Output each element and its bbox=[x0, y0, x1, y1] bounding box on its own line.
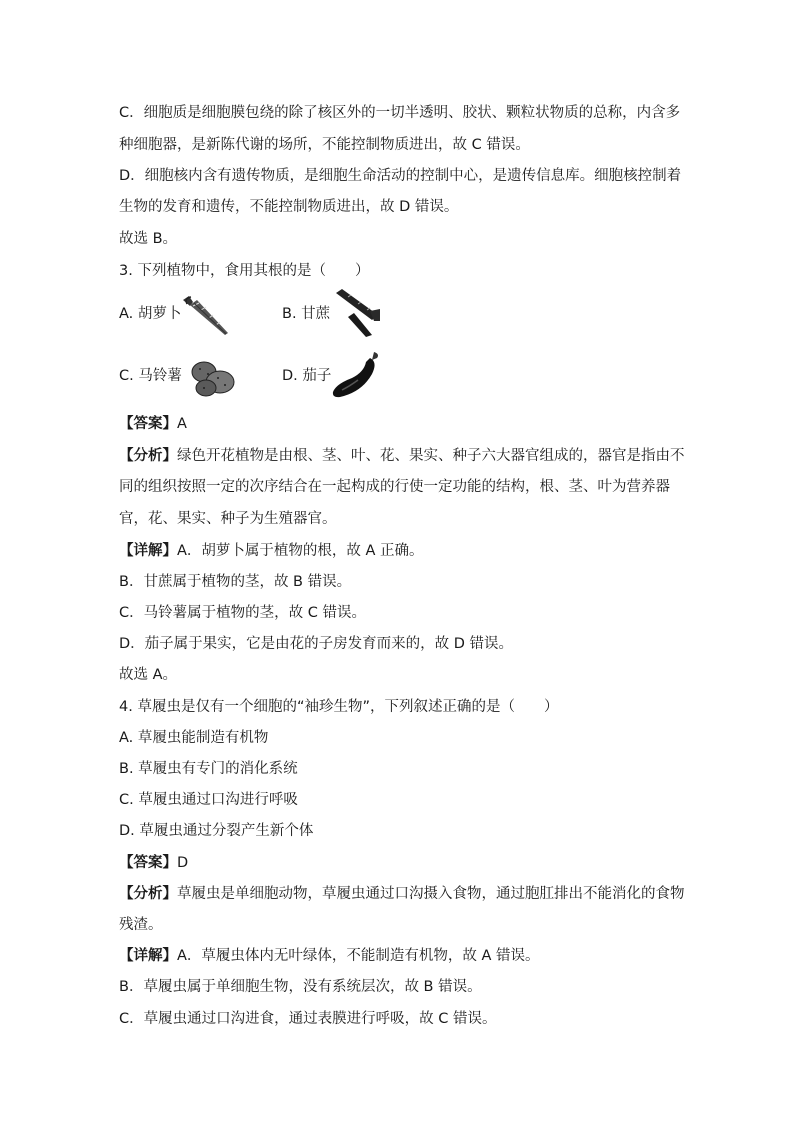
text-line: 种细胞器，是新陈代谢的场所，不能控制物质进出，故 C 错误。 bbox=[119, 137, 530, 153]
answer-tag: 【答案】 bbox=[119, 416, 177, 432]
option-a bbox=[119, 290, 269, 340]
text-line: 故选 B。 bbox=[119, 231, 178, 247]
analysis-text: 草履虫是单细胞动物，草履虫通过口沟摄入食物，通过胞肛排出不能消化的食物 bbox=[177, 886, 685, 902]
detail-line bbox=[119, 946, 540, 966]
option-c bbox=[119, 352, 269, 402]
option-b: B. 草履虫有专门的消化系统 bbox=[119, 761, 298, 777]
text-line: C．细胞质是细胞膜包绕的除了核区外的一切半透明、胶状、颗粒状物质的总称，内含多 bbox=[119, 105, 681, 121]
option-label: A. 胡萝卜 bbox=[119, 306, 182, 322]
option-label: B. 甘蔗 bbox=[282, 306, 331, 322]
text-line: 生物的发育和遗传，不能控制物质进出，故 D 错误。 bbox=[119, 199, 459, 215]
analysis-text: 绿色开花植物是由根、茎、叶、花、果实、种子六大器官组成的，器官是指由不 bbox=[177, 448, 685, 464]
answer-line bbox=[119, 853, 188, 873]
detail-tag: 【详解】 bbox=[119, 543, 177, 559]
answer-value: D bbox=[177, 855, 189, 871]
option-label: D. 茄子 bbox=[282, 368, 332, 384]
text-line: B．草履虫属于单细胞生物，没有系统层次，故 B 错误。 bbox=[119, 979, 482, 995]
sugarcane-icon bbox=[334, 287, 384, 339]
text-line: 故选 A。 bbox=[119, 667, 178, 683]
option-label: C. 马铃薯 bbox=[119, 368, 182, 384]
option-row bbox=[119, 290, 459, 340]
answer-line bbox=[119, 414, 187, 434]
text-line: D．茄子属于果实，它是由花的子房发育而来的，故 D 错误。 bbox=[119, 636, 514, 652]
detail-line bbox=[119, 541, 424, 561]
option-row bbox=[119, 352, 459, 402]
text-line: B．甘蔗属于植物的茎，故 B 错误。 bbox=[119, 574, 352, 590]
answer-value: A bbox=[177, 416, 187, 432]
text-line: C．马铃薯属于植物的茎，故 C 错误。 bbox=[119, 605, 366, 621]
analysis-line bbox=[119, 884, 685, 904]
eggplant-icon bbox=[330, 350, 384, 400]
text-line: 同的组织按照一定的次序结合在一起构成的行使一定功能的结构，根、茎、叶为营养器 bbox=[119, 479, 670, 495]
analysis-tag: 【分析】 bbox=[119, 886, 177, 902]
potato-icon bbox=[190, 358, 236, 398]
text-line: C．草履虫通过口沟进食，通过表膜进行呼吸，故 C 错误。 bbox=[119, 1011, 497, 1027]
question-stem: 4. 草履虫是仅有一个细胞的“袖珍生物”，下列叙述正确的是（ ） bbox=[119, 699, 559, 715]
carrot-icon bbox=[181, 294, 231, 336]
option-d bbox=[282, 352, 402, 402]
analysis-line bbox=[119, 446, 685, 466]
text-line: D．细胞核内含有遗传物质，是细胞生命活动的控制中心，是遗传信息库。细胞核控制着 bbox=[119, 168, 682, 184]
answer-tag: 【答案】 bbox=[119, 855, 177, 871]
text-line: 官，花、果实、种子为生殖器官。 bbox=[119, 511, 337, 527]
option-c: C. 草履虫通过口沟进行呼吸 bbox=[119, 792, 298, 808]
option-b bbox=[282, 290, 402, 340]
option-d: D. 草履虫通过分裂产生新个体 bbox=[119, 823, 314, 839]
detail-tag: 【详解】 bbox=[119, 948, 177, 964]
detail-text: A．胡萝卜属于植物的根，故 A 正确。 bbox=[177, 543, 424, 559]
detail-text: A．草履虫体内无叶绿体，不能制造有机物，故 A 错误。 bbox=[177, 948, 540, 964]
option-a: A. 草履虫能制造有机物 bbox=[119, 730, 269, 746]
analysis-tag: 【分析】 bbox=[119, 448, 177, 464]
question-stem: 3. 下列植物中，食用其根的是（ ） bbox=[119, 263, 370, 279]
text-line: 残渣。 bbox=[119, 917, 163, 933]
